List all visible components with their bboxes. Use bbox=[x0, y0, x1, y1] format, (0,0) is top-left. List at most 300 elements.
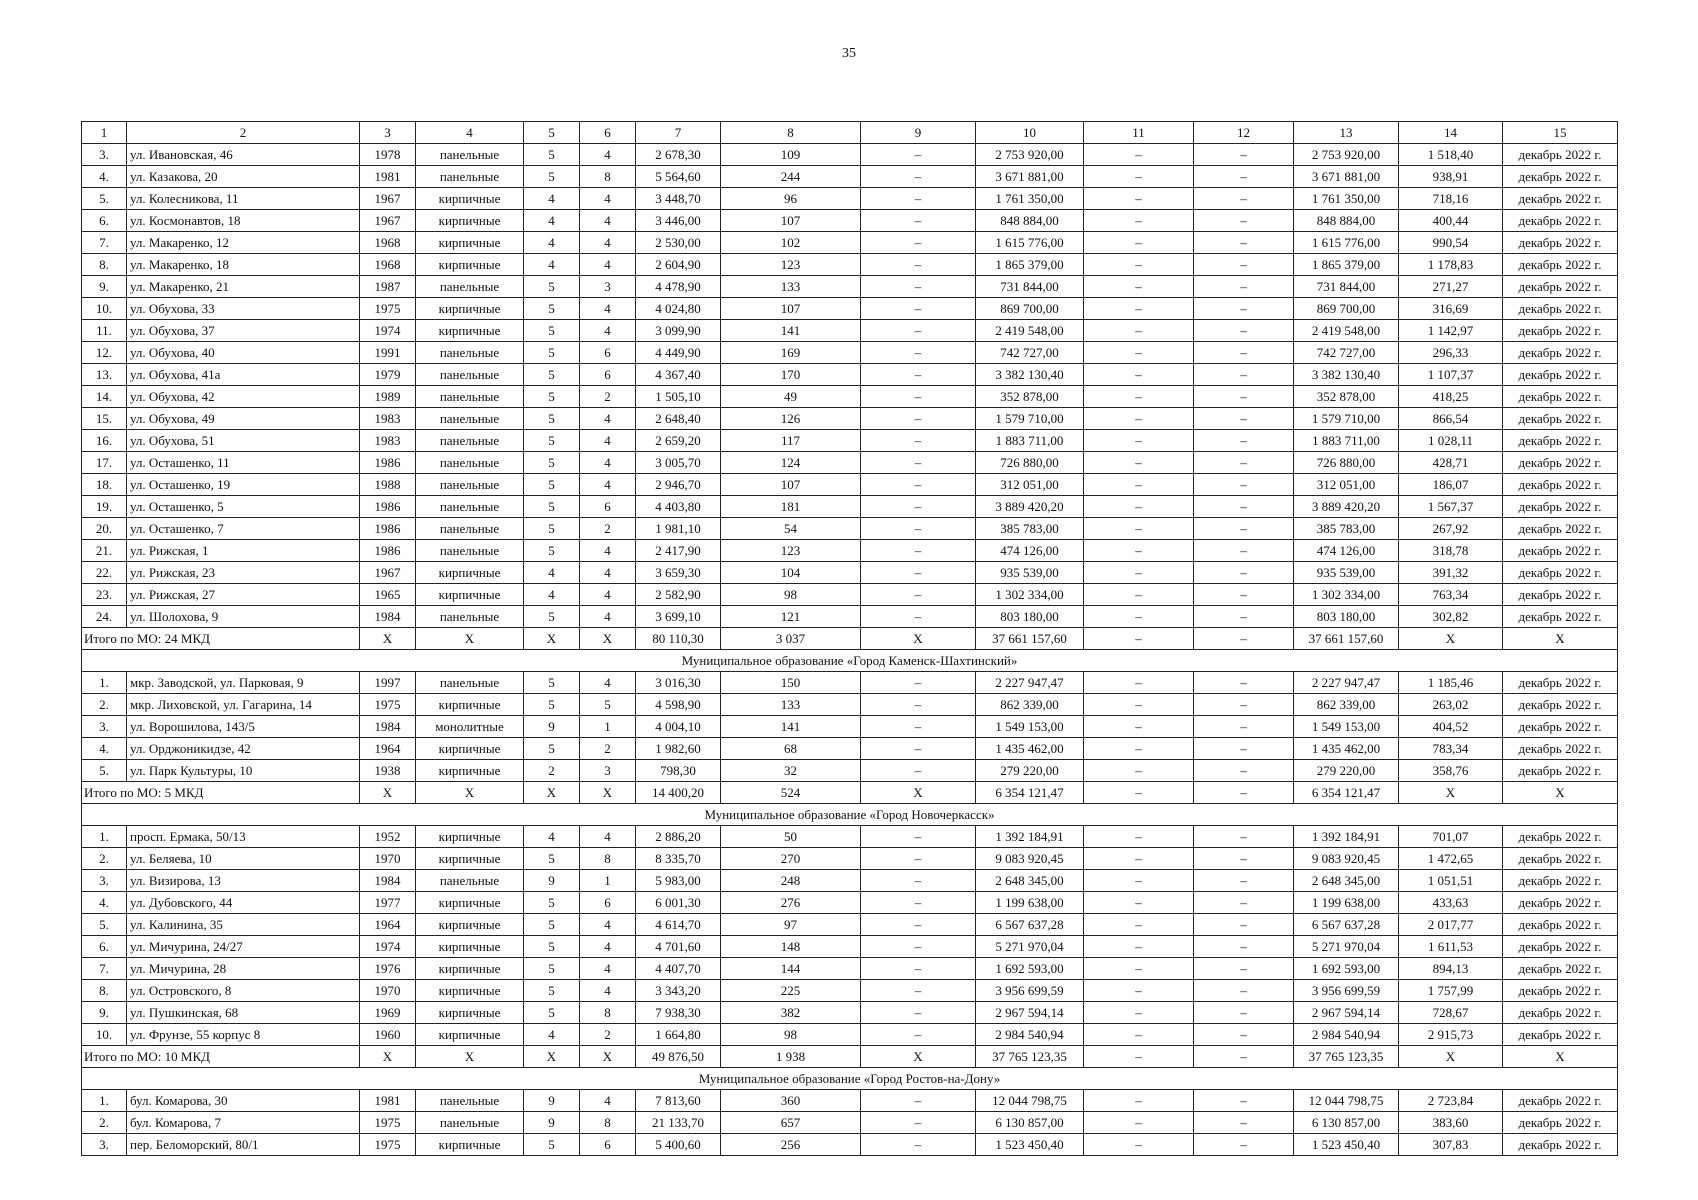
table-cell: – bbox=[1194, 232, 1294, 254]
table-cell: 474 126,00 bbox=[1294, 540, 1399, 562]
table-cell: 10. bbox=[82, 298, 127, 320]
table-cell: – bbox=[1194, 848, 1294, 870]
table-cell: декабрь 2022 г. bbox=[1503, 408, 1618, 430]
table-cell: 10. bbox=[82, 1024, 127, 1046]
table-cell: – bbox=[1194, 1112, 1294, 1134]
table-cell: – bbox=[1194, 980, 1294, 1002]
table-cell: – bbox=[1084, 870, 1194, 892]
table-cell: 5 bbox=[524, 936, 580, 958]
table-cell: 5 bbox=[524, 848, 580, 870]
table-cell: 5 bbox=[524, 694, 580, 716]
table-cell: 54 bbox=[721, 518, 861, 540]
table-cell: 144 bbox=[721, 958, 861, 980]
table-cell: декабрь 2022 г. bbox=[1503, 254, 1618, 276]
table-cell: декабрь 2022 г. bbox=[1503, 584, 1618, 606]
table-cell: 12 044 798,75 bbox=[1294, 1090, 1399, 1112]
total-cell: – bbox=[1084, 1046, 1194, 1068]
table-cell: 1 435 462,00 bbox=[976, 738, 1084, 760]
table-cell: 11. bbox=[82, 320, 127, 342]
table-cell: – bbox=[1194, 474, 1294, 496]
column-number: 2 bbox=[127, 122, 360, 144]
table-cell: – bbox=[861, 188, 976, 210]
total-row bbox=[82, 628, 1618, 650]
table-cell: 803 180,00 bbox=[976, 606, 1084, 628]
table-cell: – bbox=[861, 276, 976, 298]
address-cell: просп. Ермака, 50/13 bbox=[127, 826, 360, 848]
table-cell: 4 bbox=[524, 232, 580, 254]
table-cell: – bbox=[1194, 496, 1294, 518]
table-cell: 1. bbox=[82, 826, 127, 848]
table-cell: 726 880,00 bbox=[976, 452, 1084, 474]
table-cell: 49 bbox=[721, 386, 861, 408]
table-cell: 1976 bbox=[360, 958, 416, 980]
table-cell: 1986 bbox=[360, 540, 416, 562]
table-cell: – bbox=[1084, 474, 1194, 496]
table-cell: – bbox=[1084, 276, 1194, 298]
table-cell: 2. bbox=[82, 1112, 127, 1134]
table-cell: 123 bbox=[721, 254, 861, 276]
table-cell: 2 227 947,47 bbox=[1294, 672, 1399, 694]
table-cell: кирпичные bbox=[416, 562, 524, 584]
table-cell: 1975 bbox=[360, 1134, 416, 1156]
table-cell: 1986 bbox=[360, 496, 416, 518]
table-cell: 1 982,60 bbox=[636, 738, 721, 760]
table-cell: 6 bbox=[580, 892, 636, 914]
table-cell: кирпичные bbox=[416, 188, 524, 210]
table-cell: кирпичные bbox=[416, 1024, 524, 1046]
table-cell: 990,54 bbox=[1399, 232, 1503, 254]
table-cell: – bbox=[861, 254, 976, 276]
table-row bbox=[82, 298, 1618, 320]
table-cell: – bbox=[1084, 760, 1194, 782]
table-cell: 2 017,77 bbox=[1399, 914, 1503, 936]
table-cell: 7. bbox=[82, 958, 127, 980]
table-cell: 8 335,70 bbox=[636, 848, 721, 870]
table-cell: 358,76 bbox=[1399, 760, 1503, 782]
address-cell: ул. Шолохова, 9 bbox=[127, 606, 360, 628]
table-row bbox=[82, 144, 1618, 166]
table-cell: 4 bbox=[580, 672, 636, 694]
table-cell: 862 339,00 bbox=[1294, 694, 1399, 716]
table-cell: 5 bbox=[524, 166, 580, 188]
table-cell: 267,92 bbox=[1399, 518, 1503, 540]
table-cell: 107 bbox=[721, 210, 861, 232]
table-cell: 400,44 bbox=[1399, 210, 1503, 232]
table-cell: – bbox=[1084, 452, 1194, 474]
table-cell: 352 878,00 bbox=[1294, 386, 1399, 408]
table-cell: декабрь 2022 г. bbox=[1503, 562, 1618, 584]
table-cell: 1986 bbox=[360, 452, 416, 474]
table-cell: 32 bbox=[721, 760, 861, 782]
table-cell: 5 bbox=[524, 144, 580, 166]
table-cell: декабрь 2022 г. bbox=[1503, 936, 1618, 958]
table-cell: – bbox=[1084, 188, 1194, 210]
table-cell: 6 130 857,00 bbox=[976, 1112, 1084, 1134]
table-cell: 1984 bbox=[360, 716, 416, 738]
table-cell: 3 671 881,00 bbox=[976, 166, 1084, 188]
total-cell: 6 354 121,47 bbox=[976, 782, 1084, 804]
table-cell: 1 302 334,00 bbox=[1294, 584, 1399, 606]
table-cell: 23. bbox=[82, 584, 127, 606]
table-cell: 3 382 130,40 bbox=[976, 364, 1084, 386]
table-cell: 3. bbox=[82, 1134, 127, 1156]
table-cell: – bbox=[1084, 1090, 1194, 1112]
table-row bbox=[82, 584, 1618, 606]
table-cell: 3 099,90 bbox=[636, 320, 721, 342]
table-cell: панельные bbox=[416, 518, 524, 540]
table-cell: 4 bbox=[524, 1024, 580, 1046]
table-cell: – bbox=[861, 1090, 976, 1112]
table-cell: – bbox=[1084, 254, 1194, 276]
table-cell: панельные bbox=[416, 276, 524, 298]
address-cell: ул. Макаренко, 18 bbox=[127, 254, 360, 276]
table-body bbox=[82, 144, 1618, 1156]
table-cell: панельные bbox=[416, 452, 524, 474]
table-cell: 5 bbox=[580, 694, 636, 716]
table-cell: – bbox=[1194, 958, 1294, 980]
table-cell: 2 678,30 bbox=[636, 144, 721, 166]
table-cell: 2 bbox=[580, 518, 636, 540]
table-cell: 382 bbox=[721, 1002, 861, 1024]
table-cell: 3. bbox=[82, 716, 127, 738]
table-cell: 5 bbox=[524, 386, 580, 408]
column-number: 3 bbox=[360, 122, 416, 144]
address-cell: ул. Макаренко, 21 bbox=[127, 276, 360, 298]
table-cell: 316,69 bbox=[1399, 298, 1503, 320]
table-cell: декабрь 2022 г. bbox=[1503, 914, 1618, 936]
table-cell: 16. bbox=[82, 430, 127, 452]
table-cell: 763,34 bbox=[1399, 584, 1503, 606]
table-cell: – bbox=[861, 320, 976, 342]
total-cell: 1 938 bbox=[721, 1046, 861, 1068]
table-cell: 5. bbox=[82, 914, 127, 936]
table-cell: – bbox=[861, 980, 976, 1002]
table-cell: – bbox=[861, 540, 976, 562]
table-cell: 3 699,10 bbox=[636, 606, 721, 628]
total-cell: – bbox=[1084, 628, 1194, 650]
column-number: 14 bbox=[1399, 122, 1503, 144]
table-cell: 1974 bbox=[360, 936, 416, 958]
table-cell: 1 567,37 bbox=[1399, 496, 1503, 518]
table-row bbox=[82, 188, 1618, 210]
table-cell: 3 446,00 bbox=[636, 210, 721, 232]
table-cell: – bbox=[1194, 1024, 1294, 1046]
table-cell: – bbox=[1084, 232, 1194, 254]
table-cell: 4 bbox=[580, 914, 636, 936]
table-cell: – bbox=[1194, 694, 1294, 716]
total-cell: X bbox=[1503, 1046, 1618, 1068]
table-cell: 150 bbox=[721, 672, 861, 694]
table-cell: 4 bbox=[580, 188, 636, 210]
table-cell: 5 271 970,04 bbox=[1294, 936, 1399, 958]
table-cell: – bbox=[1084, 1024, 1194, 1046]
table-row bbox=[82, 276, 1618, 298]
table-cell: декабрь 2022 г. bbox=[1503, 144, 1618, 166]
table-cell: 1 199 638,00 bbox=[1294, 892, 1399, 914]
table-cell: кирпичные bbox=[416, 1134, 524, 1156]
table-cell: 385 783,00 bbox=[976, 518, 1084, 540]
column-number-row bbox=[82, 122, 1618, 144]
column-number: 9 bbox=[861, 122, 976, 144]
table-cell: 1 142,97 bbox=[1399, 320, 1503, 342]
section-title: Муниципальное образование «Город Новочеркасск» bbox=[82, 804, 1618, 826]
table-cell: 4 bbox=[580, 320, 636, 342]
table-cell: 24. bbox=[82, 606, 127, 628]
table-cell: 4 614,70 bbox=[636, 914, 721, 936]
table-cell: 1 051,51 bbox=[1399, 870, 1503, 892]
table-cell: 1989 bbox=[360, 386, 416, 408]
table-cell: 3 889 420,20 bbox=[976, 496, 1084, 518]
table-cell: декабрь 2022 г. bbox=[1503, 848, 1618, 870]
table-row bbox=[82, 914, 1618, 936]
table-cell: 4 bbox=[580, 474, 636, 496]
table-cell: 1 505,10 bbox=[636, 386, 721, 408]
table-cell: 1 579 710,00 bbox=[1294, 408, 1399, 430]
table-cell: – bbox=[1084, 342, 1194, 364]
table-row bbox=[82, 1002, 1618, 1024]
table-cell: декабрь 2022 г. bbox=[1503, 1024, 1618, 1046]
table-cell: 848 884,00 bbox=[976, 210, 1084, 232]
table-cell: 3 889 420,20 bbox=[1294, 496, 1399, 518]
table-cell: – bbox=[1084, 958, 1194, 980]
table-cell: – bbox=[1194, 606, 1294, 628]
table-cell: 1984 bbox=[360, 870, 416, 892]
table-cell: 97 bbox=[721, 914, 861, 936]
table-cell: 6 567 637,28 bbox=[976, 914, 1084, 936]
table-row bbox=[82, 320, 1618, 342]
table-cell: 4 bbox=[580, 430, 636, 452]
address-cell: ул. Казакова, 20 bbox=[127, 166, 360, 188]
table-cell: 98 bbox=[721, 584, 861, 606]
address-cell: ул. Рижская, 23 bbox=[127, 562, 360, 584]
table-cell: декабрь 2022 г. bbox=[1503, 496, 1618, 518]
table-cell: панельные bbox=[416, 342, 524, 364]
table-cell: 248 bbox=[721, 870, 861, 892]
table-cell: 1 664,80 bbox=[636, 1024, 721, 1046]
table-cell: – bbox=[861, 1024, 976, 1046]
table-cell: 2 648,40 bbox=[636, 408, 721, 430]
table-cell: 1969 bbox=[360, 1002, 416, 1024]
table-cell: 5 bbox=[524, 298, 580, 320]
table-cell: – bbox=[861, 936, 976, 958]
table-cell: 1970 bbox=[360, 848, 416, 870]
table-cell: – bbox=[1084, 606, 1194, 628]
table-cell: – bbox=[861, 738, 976, 760]
table-cell: 6 130 857,00 bbox=[1294, 1112, 1399, 1134]
table-cell: 935 539,00 bbox=[1294, 562, 1399, 584]
table-row bbox=[82, 452, 1618, 474]
total-cell: 37 661 157,60 bbox=[1294, 628, 1399, 650]
table-cell: 2 419 548,00 bbox=[976, 320, 1084, 342]
table-row bbox=[82, 738, 1618, 760]
table-cell: декабрь 2022 г. bbox=[1503, 474, 1618, 496]
table-cell: – bbox=[1084, 1112, 1194, 1134]
table-cell: 1 185,46 bbox=[1399, 672, 1503, 694]
table-row bbox=[82, 958, 1618, 980]
table-cell: – bbox=[1084, 826, 1194, 848]
table-cell: 1 865 379,00 bbox=[976, 254, 1084, 276]
table-cell: 126 bbox=[721, 408, 861, 430]
table-cell: панельные bbox=[416, 870, 524, 892]
table-cell: декабрь 2022 г. bbox=[1503, 958, 1618, 980]
table-cell: 133 bbox=[721, 276, 861, 298]
table-cell: кирпичные bbox=[416, 980, 524, 1002]
table-cell: 2 946,70 bbox=[636, 474, 721, 496]
table-cell: панельные bbox=[416, 364, 524, 386]
total-cell: – bbox=[1084, 782, 1194, 804]
table-row bbox=[82, 1112, 1618, 1134]
table-cell: 938,91 bbox=[1399, 166, 1503, 188]
table-cell: панельные bbox=[416, 1090, 524, 1112]
address-cell: бул. Комарова, 7 bbox=[127, 1112, 360, 1134]
table-cell: 148 bbox=[721, 936, 861, 958]
table-row bbox=[82, 848, 1618, 870]
total-cell: 37 765 123,35 bbox=[1294, 1046, 1399, 1068]
table-cell: 1 bbox=[580, 870, 636, 892]
table-cell: 5 bbox=[524, 1134, 580, 1156]
total-cell: X bbox=[1399, 782, 1503, 804]
table-row bbox=[82, 870, 1618, 892]
table-cell: 1 549 153,00 bbox=[1294, 716, 1399, 738]
table-cell: 1 761 350,00 bbox=[976, 188, 1084, 210]
table-cell: 5 bbox=[524, 452, 580, 474]
table-cell: 4 bbox=[580, 144, 636, 166]
table-row bbox=[82, 606, 1618, 628]
total-cell: – bbox=[1194, 1046, 1294, 1068]
address-cell: ул. Пушкинская, 68 bbox=[127, 1002, 360, 1024]
table-cell: декабрь 2022 г. bbox=[1503, 1112, 1618, 1134]
table-row bbox=[82, 408, 1618, 430]
table-cell: – bbox=[1084, 914, 1194, 936]
table-cell: кирпичные bbox=[416, 320, 524, 342]
table-cell: 701,07 bbox=[1399, 826, 1503, 848]
table-cell: 1 757,99 bbox=[1399, 980, 1503, 1002]
table-cell: кирпичные bbox=[416, 1002, 524, 1024]
table-cell: – bbox=[861, 1112, 976, 1134]
table-cell: 4. bbox=[82, 166, 127, 188]
table-cell: – bbox=[1084, 518, 1194, 540]
table-cell: – bbox=[861, 716, 976, 738]
table-cell: 4 024,80 bbox=[636, 298, 721, 320]
table-cell: 1 523 450,40 bbox=[976, 1134, 1084, 1156]
total-cell: X bbox=[360, 782, 416, 804]
table-cell: 1960 bbox=[360, 1024, 416, 1046]
table-cell: 404,52 bbox=[1399, 716, 1503, 738]
table-row bbox=[82, 826, 1618, 848]
address-cell: ул. Орджоникидзе, 42 bbox=[127, 738, 360, 760]
table-cell: – bbox=[861, 408, 976, 430]
table-cell: 5 bbox=[524, 518, 580, 540]
table-cell: – bbox=[1084, 320, 1194, 342]
table-cell: 4. bbox=[82, 892, 127, 914]
table-cell: кирпичные bbox=[416, 958, 524, 980]
table-cell: 3 bbox=[580, 276, 636, 298]
table-cell: 121 bbox=[721, 606, 861, 628]
table-row bbox=[82, 694, 1618, 716]
column-number: 5 bbox=[524, 122, 580, 144]
table-cell: 869 700,00 bbox=[1294, 298, 1399, 320]
table-cell: 1 199 638,00 bbox=[976, 892, 1084, 914]
table-cell: – bbox=[1084, 716, 1194, 738]
table-cell: 1977 bbox=[360, 892, 416, 914]
table-cell: кирпичные bbox=[416, 738, 524, 760]
table-cell: 124 bbox=[721, 452, 861, 474]
table-cell: 256 bbox=[721, 1134, 861, 1156]
table-cell: 2 753 920,00 bbox=[976, 144, 1084, 166]
table-cell: кирпичные bbox=[416, 892, 524, 914]
table-row bbox=[82, 1090, 1618, 1112]
table-cell: 1 bbox=[580, 716, 636, 738]
table-cell: 5 bbox=[524, 606, 580, 628]
table-cell: 109 bbox=[721, 144, 861, 166]
address-cell: ул. Колесникова, 11 bbox=[127, 188, 360, 210]
table-cell: 4 bbox=[580, 408, 636, 430]
table-cell: 5 bbox=[524, 496, 580, 518]
table-row bbox=[82, 562, 1618, 584]
table-cell: 276 bbox=[721, 892, 861, 914]
table-cell: – bbox=[1194, 936, 1294, 958]
table-cell: 360 bbox=[721, 1090, 861, 1112]
table-cell: 1. bbox=[82, 1090, 127, 1112]
table-row bbox=[82, 892, 1618, 914]
table-cell: 4 bbox=[524, 562, 580, 584]
table-cell: – bbox=[1194, 276, 1294, 298]
table-row bbox=[82, 210, 1618, 232]
table-cell: 5 bbox=[524, 738, 580, 760]
table-cell: 1 883 711,00 bbox=[976, 430, 1084, 452]
table-cell: – bbox=[861, 386, 976, 408]
table-cell: декабрь 2022 г. bbox=[1503, 1134, 1618, 1156]
table-cell: 4. bbox=[82, 738, 127, 760]
total-cell: X bbox=[360, 1046, 416, 1068]
table-cell: 4 598,90 bbox=[636, 694, 721, 716]
table-cell: 225 bbox=[721, 980, 861, 1002]
table-cell: декабрь 2022 г. bbox=[1503, 1002, 1618, 1024]
table-cell: кирпичные bbox=[416, 232, 524, 254]
table-cell: 2 984 540,94 bbox=[1294, 1024, 1399, 1046]
table-cell: 383,60 bbox=[1399, 1112, 1503, 1134]
table-cell: – bbox=[1194, 914, 1294, 936]
table-cell: 3 956 699,59 bbox=[1294, 980, 1399, 1002]
table-cell: – bbox=[1194, 342, 1294, 364]
table-row bbox=[82, 496, 1618, 518]
table-cell: – bbox=[861, 430, 976, 452]
table-cell: 123 bbox=[721, 540, 861, 562]
table-cell: панельные bbox=[416, 672, 524, 694]
table-cell: 418,25 bbox=[1399, 386, 1503, 408]
table-row bbox=[82, 474, 1618, 496]
table-cell: 3 005,70 bbox=[636, 452, 721, 474]
table-cell: декабрь 2022 г. bbox=[1503, 386, 1618, 408]
table-cell: 4 bbox=[580, 936, 636, 958]
total-cell: X bbox=[580, 782, 636, 804]
address-cell: ул. Космонавтов, 18 bbox=[127, 210, 360, 232]
table-cell: 935 539,00 bbox=[976, 562, 1084, 584]
table-row bbox=[82, 980, 1618, 1002]
address-cell: ул. Обухова, 40 bbox=[127, 342, 360, 364]
table-row bbox=[82, 518, 1618, 540]
table-cell: 4 478,90 bbox=[636, 276, 721, 298]
table-cell: 4 bbox=[580, 562, 636, 584]
table-cell: 6 bbox=[580, 364, 636, 386]
table-cell: 4 bbox=[580, 540, 636, 562]
table-cell: 4 407,70 bbox=[636, 958, 721, 980]
table-cell: декабрь 2022 г. bbox=[1503, 188, 1618, 210]
table-cell: 2 753 920,00 bbox=[1294, 144, 1399, 166]
table-cell: 5. bbox=[82, 760, 127, 782]
table-cell: 5 400,60 bbox=[636, 1134, 721, 1156]
table-cell: 1974 bbox=[360, 320, 416, 342]
